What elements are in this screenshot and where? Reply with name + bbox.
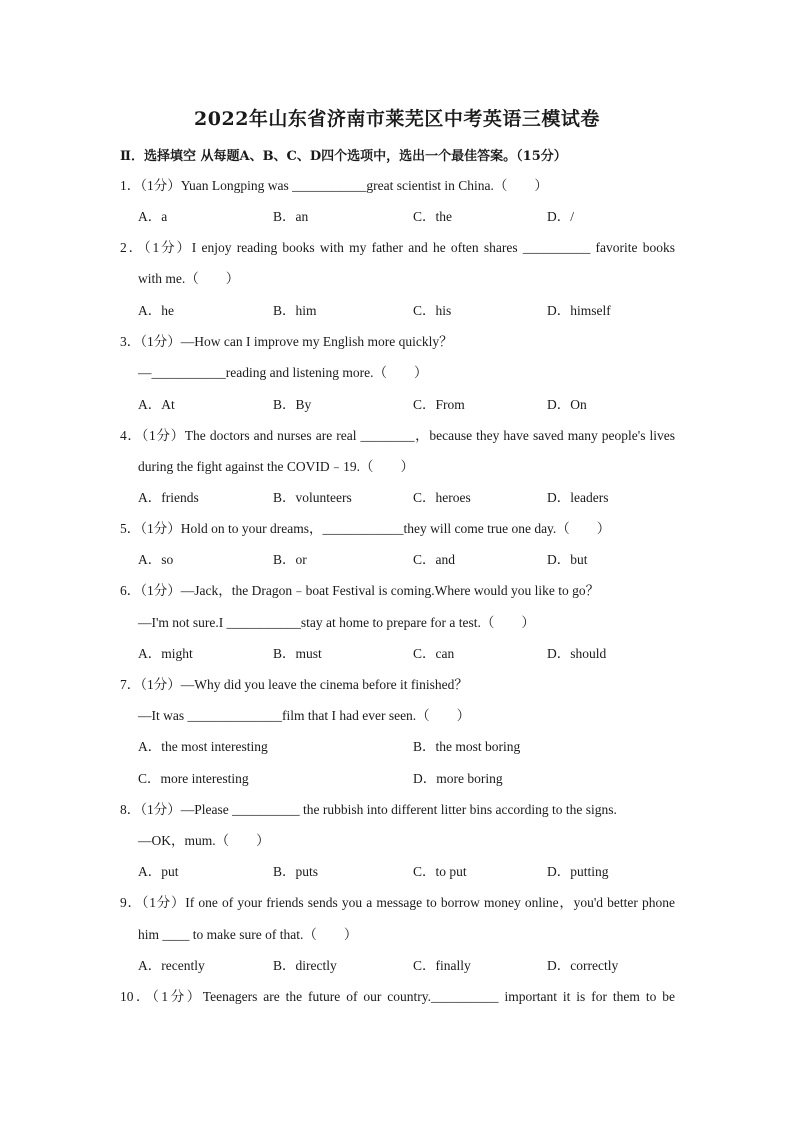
q1-option-d: D．/ xyxy=(547,209,574,224)
q1-option-a: A．a xyxy=(138,209,168,224)
q5-option-a: A．so xyxy=(138,552,174,567)
question-2-line-2: with me.（ ） xyxy=(138,271,240,286)
question-5-line-1: 5．（1分）Hold on to your dreams，____________they will come true one day.（ ） xyxy=(120,521,611,536)
q7-option-d: D．more boring xyxy=(413,771,503,786)
q2-option-c: C．his xyxy=(413,303,452,318)
question-8-line-2: —OK，mum.（ ） xyxy=(138,833,270,848)
q3-option-b: B．By xyxy=(273,397,312,412)
question-6-line-2: —I'm not sure.I ___________stay at home to prepare for a test.（ ） xyxy=(138,615,535,630)
question-3-line-2: —___________reading and listening more.（ ） xyxy=(138,365,428,380)
q3-option-d: D．On xyxy=(547,397,587,412)
page-title: 2022年山东省济南市莱芜区中考英语三模试卷 xyxy=(194,108,600,130)
question-1-line-1: 1．（1分）Yuan Longping was ___________great scientist in China.（ ） xyxy=(120,178,548,193)
question-4-line-2: during the fight against the COVID﹣19.（ ） xyxy=(138,459,414,474)
q3-option-a: A．At xyxy=(138,397,175,412)
q8-option-b: B．puts xyxy=(273,864,319,879)
question-8-line-1: 8．（1分）—Please __________ the rubbish into different litter bins according to the signs. xyxy=(120,802,617,817)
q8-option-c: C．to put xyxy=(413,864,467,879)
q6-option-c: C．can xyxy=(413,646,455,661)
q2-option-a: A．he xyxy=(138,303,174,318)
q6-option-b: B．must xyxy=(273,646,322,661)
q3-option-c: C．From xyxy=(413,397,465,412)
q8-option-a: A．put xyxy=(138,864,179,879)
question-9-line-2: him ____ to make sure of that.（ ） xyxy=(138,927,358,942)
q9-option-c: C．finally xyxy=(413,958,471,973)
q8-option-d: D．putting xyxy=(547,864,609,879)
q7-option-a: A．the most interesting xyxy=(138,739,268,754)
q9-option-b: B．directly xyxy=(273,958,337,973)
question-7-line-2: —It was ______________film that I had ever seen.（ ） xyxy=(138,708,471,723)
q6-option-d: D．should xyxy=(547,646,607,661)
q7-option-c: C．more interesting xyxy=(138,771,249,786)
q5-option-d: D．but xyxy=(547,552,588,567)
question-3-line-1: 3．（1分）—How can I improve my English more quickly？ xyxy=(120,334,453,349)
q1-option-b: B．an xyxy=(273,209,309,224)
question-4-line-1: 4．（1分）The doctors and nurses are real ________，because they have saved many people's lives xyxy=(120,428,675,443)
question-9-line-1: 9．（1分）If one of your friends sends you a message to borrow money online，you'd better phone xyxy=(120,895,675,910)
question-7-line-1: 7．（1分）—Why did you leave the cinema before it finished？ xyxy=(120,677,468,692)
q7-option-b: B．the most boring xyxy=(413,739,521,754)
q2-option-b: B．him xyxy=(273,303,317,318)
q4-option-d: D．leaders xyxy=(547,490,609,505)
q5-option-b: B．or xyxy=(273,552,307,567)
q2-option-d: D．himself xyxy=(547,303,611,318)
q9-option-a: A．recently xyxy=(138,958,205,973)
q6-option-a: A．might xyxy=(138,646,193,661)
question-2-line-1: 2．（1分）I enjoy reading books with my father and he often shares __________ favorite books xyxy=(120,240,675,255)
question-6-line-1: 6．（1分）—Jack，the Dragon﹣boat Festival is coming.Where would you like to go？ xyxy=(120,583,600,598)
q4-option-c: C．heroes xyxy=(413,490,471,505)
q4-option-b: B．volunteers xyxy=(273,490,352,505)
q1-option-c: C．the xyxy=(413,209,452,224)
q5-option-c: C．and xyxy=(413,552,455,567)
question-10-line-1: 10．（1分）Teenagers are the future of our country.__________ important it is for them to be xyxy=(120,989,675,1004)
q9-option-d: D．correctly xyxy=(547,958,619,973)
q4-option-a: A．friends xyxy=(138,490,199,505)
section-header: Ⅱ．选择填空 从每题A、B、C、D四个选项中，选出一个最佳答案。（15分） xyxy=(120,149,567,164)
